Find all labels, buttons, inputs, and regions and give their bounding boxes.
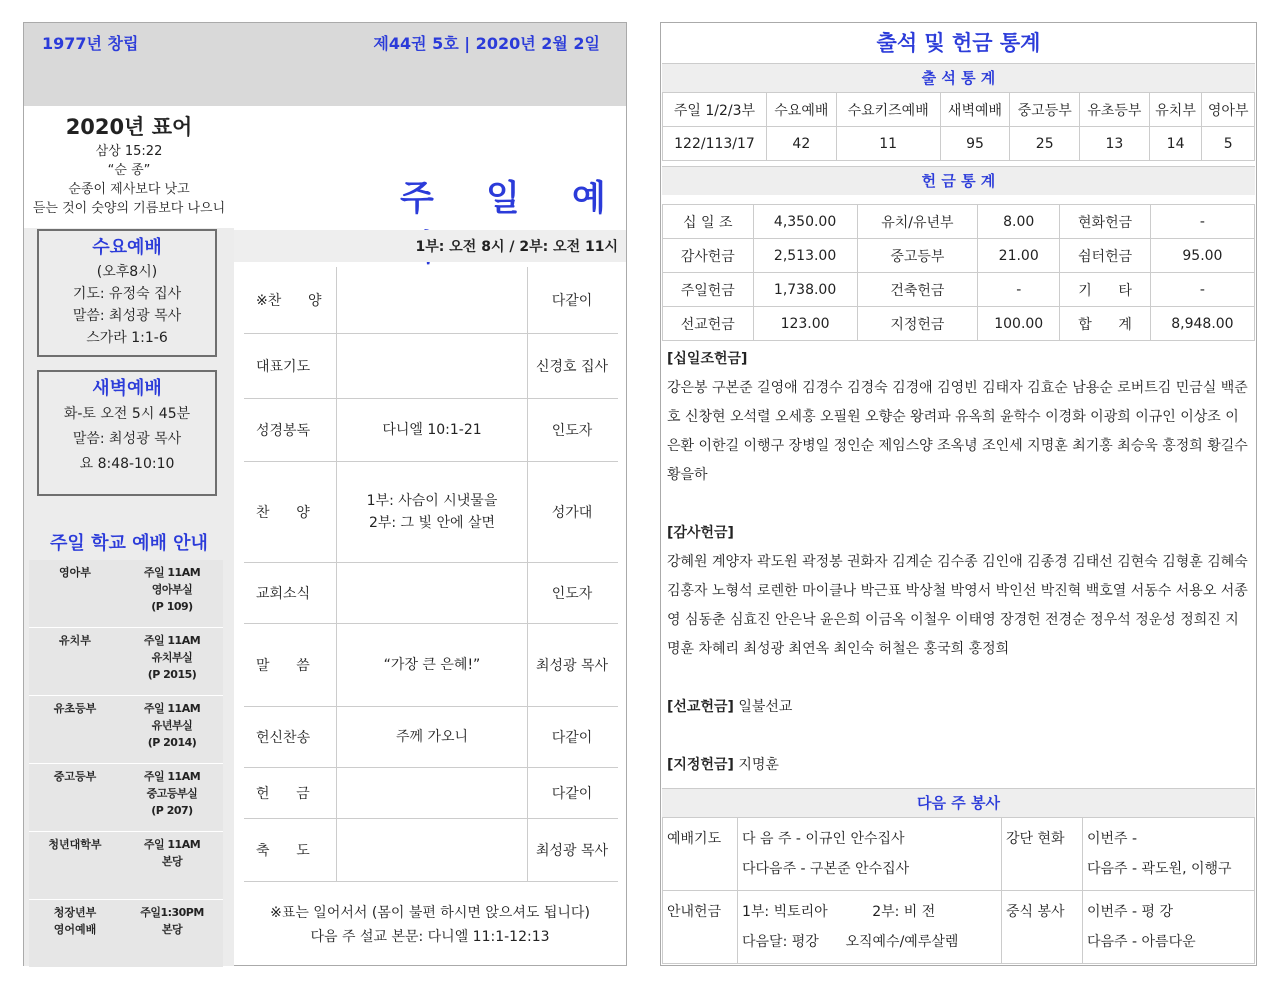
- offering-amount: 8.00: [978, 205, 1060, 239]
- wed-sermon: 말씀: 최성광 목사: [72, 308, 182, 324]
- school-info-line: 주일 11AM: [143, 838, 201, 851]
- offering-label: 중고등부: [857, 239, 978, 273]
- thanks-label: [감사헌금]: [667, 525, 734, 541]
- issue-text: 제44권 5호 | 2020년 2월 2일: [373, 34, 600, 53]
- school-info-line: 주일1:30PM: [140, 906, 204, 919]
- order-by: 다같이: [551, 786, 593, 802]
- school-info-line: (P 109): [151, 600, 193, 613]
- school-info: [121, 696, 223, 764]
- main-title: 주 일 예: [400, 179, 626, 219]
- attendance-table: [662, 92, 1255, 161]
- designated-names: 지명훈: [733, 757, 779, 773]
- order-by: 인도자: [551, 423, 593, 439]
- school-info-line: 중고등부실: [146, 787, 198, 800]
- meal-line1: 이번주 - 평 강: [1087, 904, 1174, 920]
- school-row: [29, 696, 223, 764]
- attendance-value: 13: [1080, 127, 1150, 161]
- meal-line2: 다음주 - 아름다운: [1087, 934, 1196, 950]
- offering-table: [662, 204, 1255, 341]
- order-of-worship: [244, 267, 618, 882]
- meal-label: 중식 봉사: [1002, 891, 1083, 964]
- attendance-header: 수요키즈예배: [836, 93, 940, 127]
- order-by: 인도자: [551, 586, 593, 602]
- prayer-cell: [738, 818, 1002, 891]
- guide-cell: [738, 891, 1002, 964]
- offering-amount: 95.00: [1150, 239, 1254, 273]
- order-row: [244, 399, 618, 462]
- bulletin-header: [24, 23, 626, 106]
- order-row: [244, 819, 618, 882]
- wed-prayer: 기도: 유정숙 집사: [72, 286, 182, 302]
- motto-ref: 삼상 15:22: [95, 144, 163, 159]
- offering-label: 현화헌금: [1060, 205, 1151, 239]
- order-content: [336, 563, 528, 623]
- school-row: [29, 832, 223, 900]
- school-info-line: 유년부실: [151, 719, 193, 732]
- prayer-line2: 다다음주 - 구본준 안수집사: [742, 861, 910, 877]
- mission-names: 일불선교: [733, 699, 793, 715]
- offering-amount: 100.00: [978, 307, 1060, 341]
- service-times-bar: [234, 230, 626, 262]
- school-dept: 청년대학부: [29, 832, 121, 900]
- thanks-names: 강혜원 계양자 곽도원 곽정봉 권화자 김계순 김수종 김인애 김종경 김태선 김현숙 김형훈 김혜숙 김홍자 노형석 로렌한 마이클나 박근표 박상철 박영서 박인선 박진혁 백호열 서동수 서용오 서종영 심동춘 심효진 안은낙 윤은희 이금옥 이철우 이태영 장경헌 전경순 정우석 정운성 정희진 지명훈 차혜리 최성광 최연옥 최인숙 허철은 홍국희 홍정희: [667, 554, 1248, 657]
- attendance-header: 유치부: [1149, 93, 1202, 127]
- designated-label: [지정헌금]: [667, 757, 734, 773]
- meal-cell: [1083, 891, 1255, 964]
- order-item: 교회소식: [256, 586, 311, 602]
- guide-label: 안내헌금: [663, 891, 738, 964]
- right-page: [660, 22, 1257, 966]
- motto-word: “순 종”: [107, 163, 151, 178]
- school-info: [121, 900, 223, 968]
- school-info-line: 본당: [161, 855, 183, 868]
- order-item: 헌 금: [256, 786, 310, 802]
- wed-title: 수요예배: [92, 237, 162, 258]
- founded-text: 1977년 창립: [42, 34, 139, 53]
- attendance-value: 95: [940, 127, 1010, 161]
- dawn-title: 새벽예배: [92, 378, 162, 399]
- order-content: “가장 큰 은혜!”: [336, 624, 528, 706]
- offering-label: 십 일 조: [663, 205, 754, 239]
- school-info: [121, 832, 223, 900]
- school-dept: 유치부: [29, 628, 121, 696]
- order-item: 헌신찬송: [256, 730, 311, 746]
- order-content: [336, 768, 528, 818]
- offering-row: [663, 273, 1255, 307]
- prayer-line1: 다 음 주 - 이규인 안수집사: [742, 831, 905, 847]
- offering-amount: 1,738.00: [753, 273, 857, 307]
- offering-amount: 8,948.00: [1150, 307, 1254, 341]
- school-info-line: (P 207): [151, 804, 193, 817]
- attendance-value: 11: [836, 127, 940, 161]
- footer-note: [234, 901, 626, 949]
- offering-label: 건축헌금: [857, 273, 978, 307]
- order-content: 1부: 사슴이 시냇물을 2부: 그 빛 안에 살면: [336, 462, 528, 562]
- wednesday-service-box: [37, 229, 217, 357]
- order-row: [244, 768, 618, 819]
- left-page: [23, 22, 627, 966]
- school-info: [121, 764, 223, 832]
- order-item: 대표기도: [256, 359, 311, 375]
- motto-block: [24, 106, 234, 228]
- order-item: 말 씀: [256, 658, 310, 674]
- order-row: [244, 624, 618, 707]
- order-row: [244, 707, 618, 768]
- order-content: 다니엘 10:1-21: [336, 399, 528, 461]
- school-info: [121, 560, 223, 628]
- school-info-line: 주일 11AM: [143, 634, 201, 647]
- offering-row: [663, 205, 1255, 239]
- serve-title: 다음 주 봉사: [662, 788, 1255, 817]
- order-by: 성가대: [551, 505, 593, 521]
- dawn-service-box: [37, 370, 217, 496]
- order-content: 주께 가오니: [336, 707, 528, 767]
- attendance-header: 새벽예배: [940, 93, 1010, 127]
- order-item: 찬 양: [256, 505, 310, 521]
- attendance-value: 5: [1202, 127, 1255, 161]
- serve-table: [662, 817, 1255, 964]
- attendance-header: 중고등부: [1010, 93, 1080, 127]
- school-info: [121, 628, 223, 696]
- altar-label: 강단 현화: [1002, 818, 1083, 891]
- order-by: 최성광 목사: [535, 658, 609, 674]
- school-dept: 청장년부 영어예배: [29, 900, 121, 968]
- school-dept: 유초등부: [29, 696, 121, 764]
- school-info-line: 유치부실: [151, 651, 193, 664]
- next-sermon: 다음 주 설교 본문: 다니엘 11:1-12:13: [310, 929, 550, 945]
- dawn-text: 요 8:48-10:10: [79, 456, 175, 472]
- order-item: ※찬 양: [256, 293, 322, 309]
- attendance-header-row: [663, 93, 1255, 127]
- offering-amount: -: [1150, 273, 1254, 307]
- order-item: 성경봉독: [256, 423, 311, 439]
- offering-amount: 2,513.00: [753, 239, 857, 273]
- motto-line2: 듣는 것이 숫양의 기름보다 나으니: [32, 201, 226, 216]
- school-row: [29, 628, 223, 696]
- attendance-value-row: [663, 127, 1255, 161]
- order-row: [244, 563, 618, 624]
- offering-row: [663, 239, 1255, 273]
- attendance-value: 122/113/17: [663, 127, 767, 161]
- order-row: [244, 334, 618, 399]
- school-row: [29, 764, 223, 832]
- offering-label: 합 계: [1060, 307, 1151, 341]
- attendance-header: 주일 1/2/3부: [663, 93, 767, 127]
- attendance-header: 영아부: [1202, 93, 1255, 127]
- school-dept: 영아부: [29, 560, 121, 628]
- school-dept: 중고등부: [29, 764, 121, 832]
- order-by: 신경호 집사: [535, 359, 609, 375]
- motto-title: 2020년 표어: [65, 115, 193, 139]
- school-info-line: 본당: [161, 923, 183, 936]
- wed-text: 스가라 1:1-6: [86, 330, 168, 346]
- offering-names: [667, 345, 1252, 809]
- attendance-value: 42: [766, 127, 836, 161]
- order-content: [336, 334, 528, 398]
- attendance-header: 수요예배: [766, 93, 836, 127]
- school-row: [29, 900, 223, 968]
- guide-line1: 1부: 빅토리아 2부: 비 전: [742, 904, 936, 920]
- offering-amount: -: [1150, 205, 1254, 239]
- school-info-line: 주일 11AM: [143, 566, 201, 579]
- offering-label: 선교헌금: [663, 307, 754, 341]
- altar-line1: 이번주 -: [1087, 831, 1138, 847]
- motto-line1: 순종이 제사보다 낫고: [68, 182, 190, 197]
- offering-amount: 4,350.00: [753, 205, 857, 239]
- guide-line2: 다음달: 평강 오직예수/예루살렘: [742, 934, 959, 950]
- dawn-sermon: 말씀: 최성광 목사: [72, 431, 182, 447]
- offering-title: 헌 금 통 계: [662, 166, 1255, 195]
- school-info-line: 주일 11AM: [143, 702, 201, 715]
- altar-cell: [1083, 818, 1255, 891]
- school-info-line: (P 2015): [147, 668, 197, 681]
- tithe-label: [십일조헌금]: [667, 351, 748, 367]
- attendance-header: 유초등부: [1080, 93, 1150, 127]
- standing-note: ※표는 일어서서 (몸이 불편 하시면 앉으셔도 됩니다): [270, 905, 590, 921]
- order-item: 축 도: [256, 843, 310, 859]
- order-by: 다같이: [551, 293, 593, 309]
- stats-title: 출석 및 헌금 통계: [876, 31, 1041, 55]
- order-by: 다같이: [551, 730, 593, 746]
- tithe-names: 강은봉 구본준 길영애 김경수 김경숙 김경애 김영빈 김태자 김효순 남용순 로버트김 민금실 백준호 신창현 오석렬 오세홍 오필원 오향순 왕려파 유옥희 윤학수 이경화 이광희 이규인 이상조 이은환 이한길 이행구 장병일 정인순 제임스양 조옥녕 조인세 지명훈 최기홍 최승욱 홍정희 황길수 황을하: [667, 380, 1248, 483]
- attendance-title: 출 석 통 계: [662, 63, 1255, 92]
- offering-label: 지정헌금: [857, 307, 978, 341]
- order-content: [336, 267, 528, 333]
- school-table: [29, 560, 223, 968]
- altar-line2: 다음주 - 곽도원, 이행구: [1087, 861, 1232, 877]
- wed-time: (오후8시): [96, 264, 158, 280]
- prayer-label: 예배기도: [663, 818, 738, 891]
- order-row: [244, 267, 618, 334]
- school-row: [29, 560, 223, 628]
- order-by: 최성광 목사: [535, 843, 609, 859]
- order-row: [244, 462, 618, 563]
- offering-label: 주일헌금: [663, 273, 754, 307]
- sidebar: [24, 106, 234, 966]
- offering-amount: 123.00: [753, 307, 857, 341]
- mission-label: [선교헌금]: [667, 699, 734, 715]
- school-info-line: 주일 11AM: [143, 770, 201, 783]
- attendance-value: 14: [1149, 127, 1202, 161]
- service-times: 1부: 오전 8시 / 2부: 오전 11시: [415, 239, 618, 255]
- school-info-line: (P 2014): [147, 736, 197, 749]
- school-info-line: 영아부실: [151, 583, 193, 596]
- offering-label: 감사헌금: [663, 239, 754, 273]
- dawn-time: 화-토 오전 5시 45분: [63, 406, 191, 422]
- offering-row: [663, 307, 1255, 341]
- offering-amount: 21.00: [978, 239, 1060, 273]
- order-content: [336, 819, 528, 881]
- offering-label: 기 타: [1060, 273, 1151, 307]
- school-title: 주일 학교 예배 안내: [50, 533, 208, 554]
- attendance-value: 25: [1010, 127, 1080, 161]
- offering-label: 쉼터헌금: [1060, 239, 1151, 273]
- offering-amount: -: [978, 273, 1060, 307]
- offering-label: 유치/유년부: [857, 205, 978, 239]
